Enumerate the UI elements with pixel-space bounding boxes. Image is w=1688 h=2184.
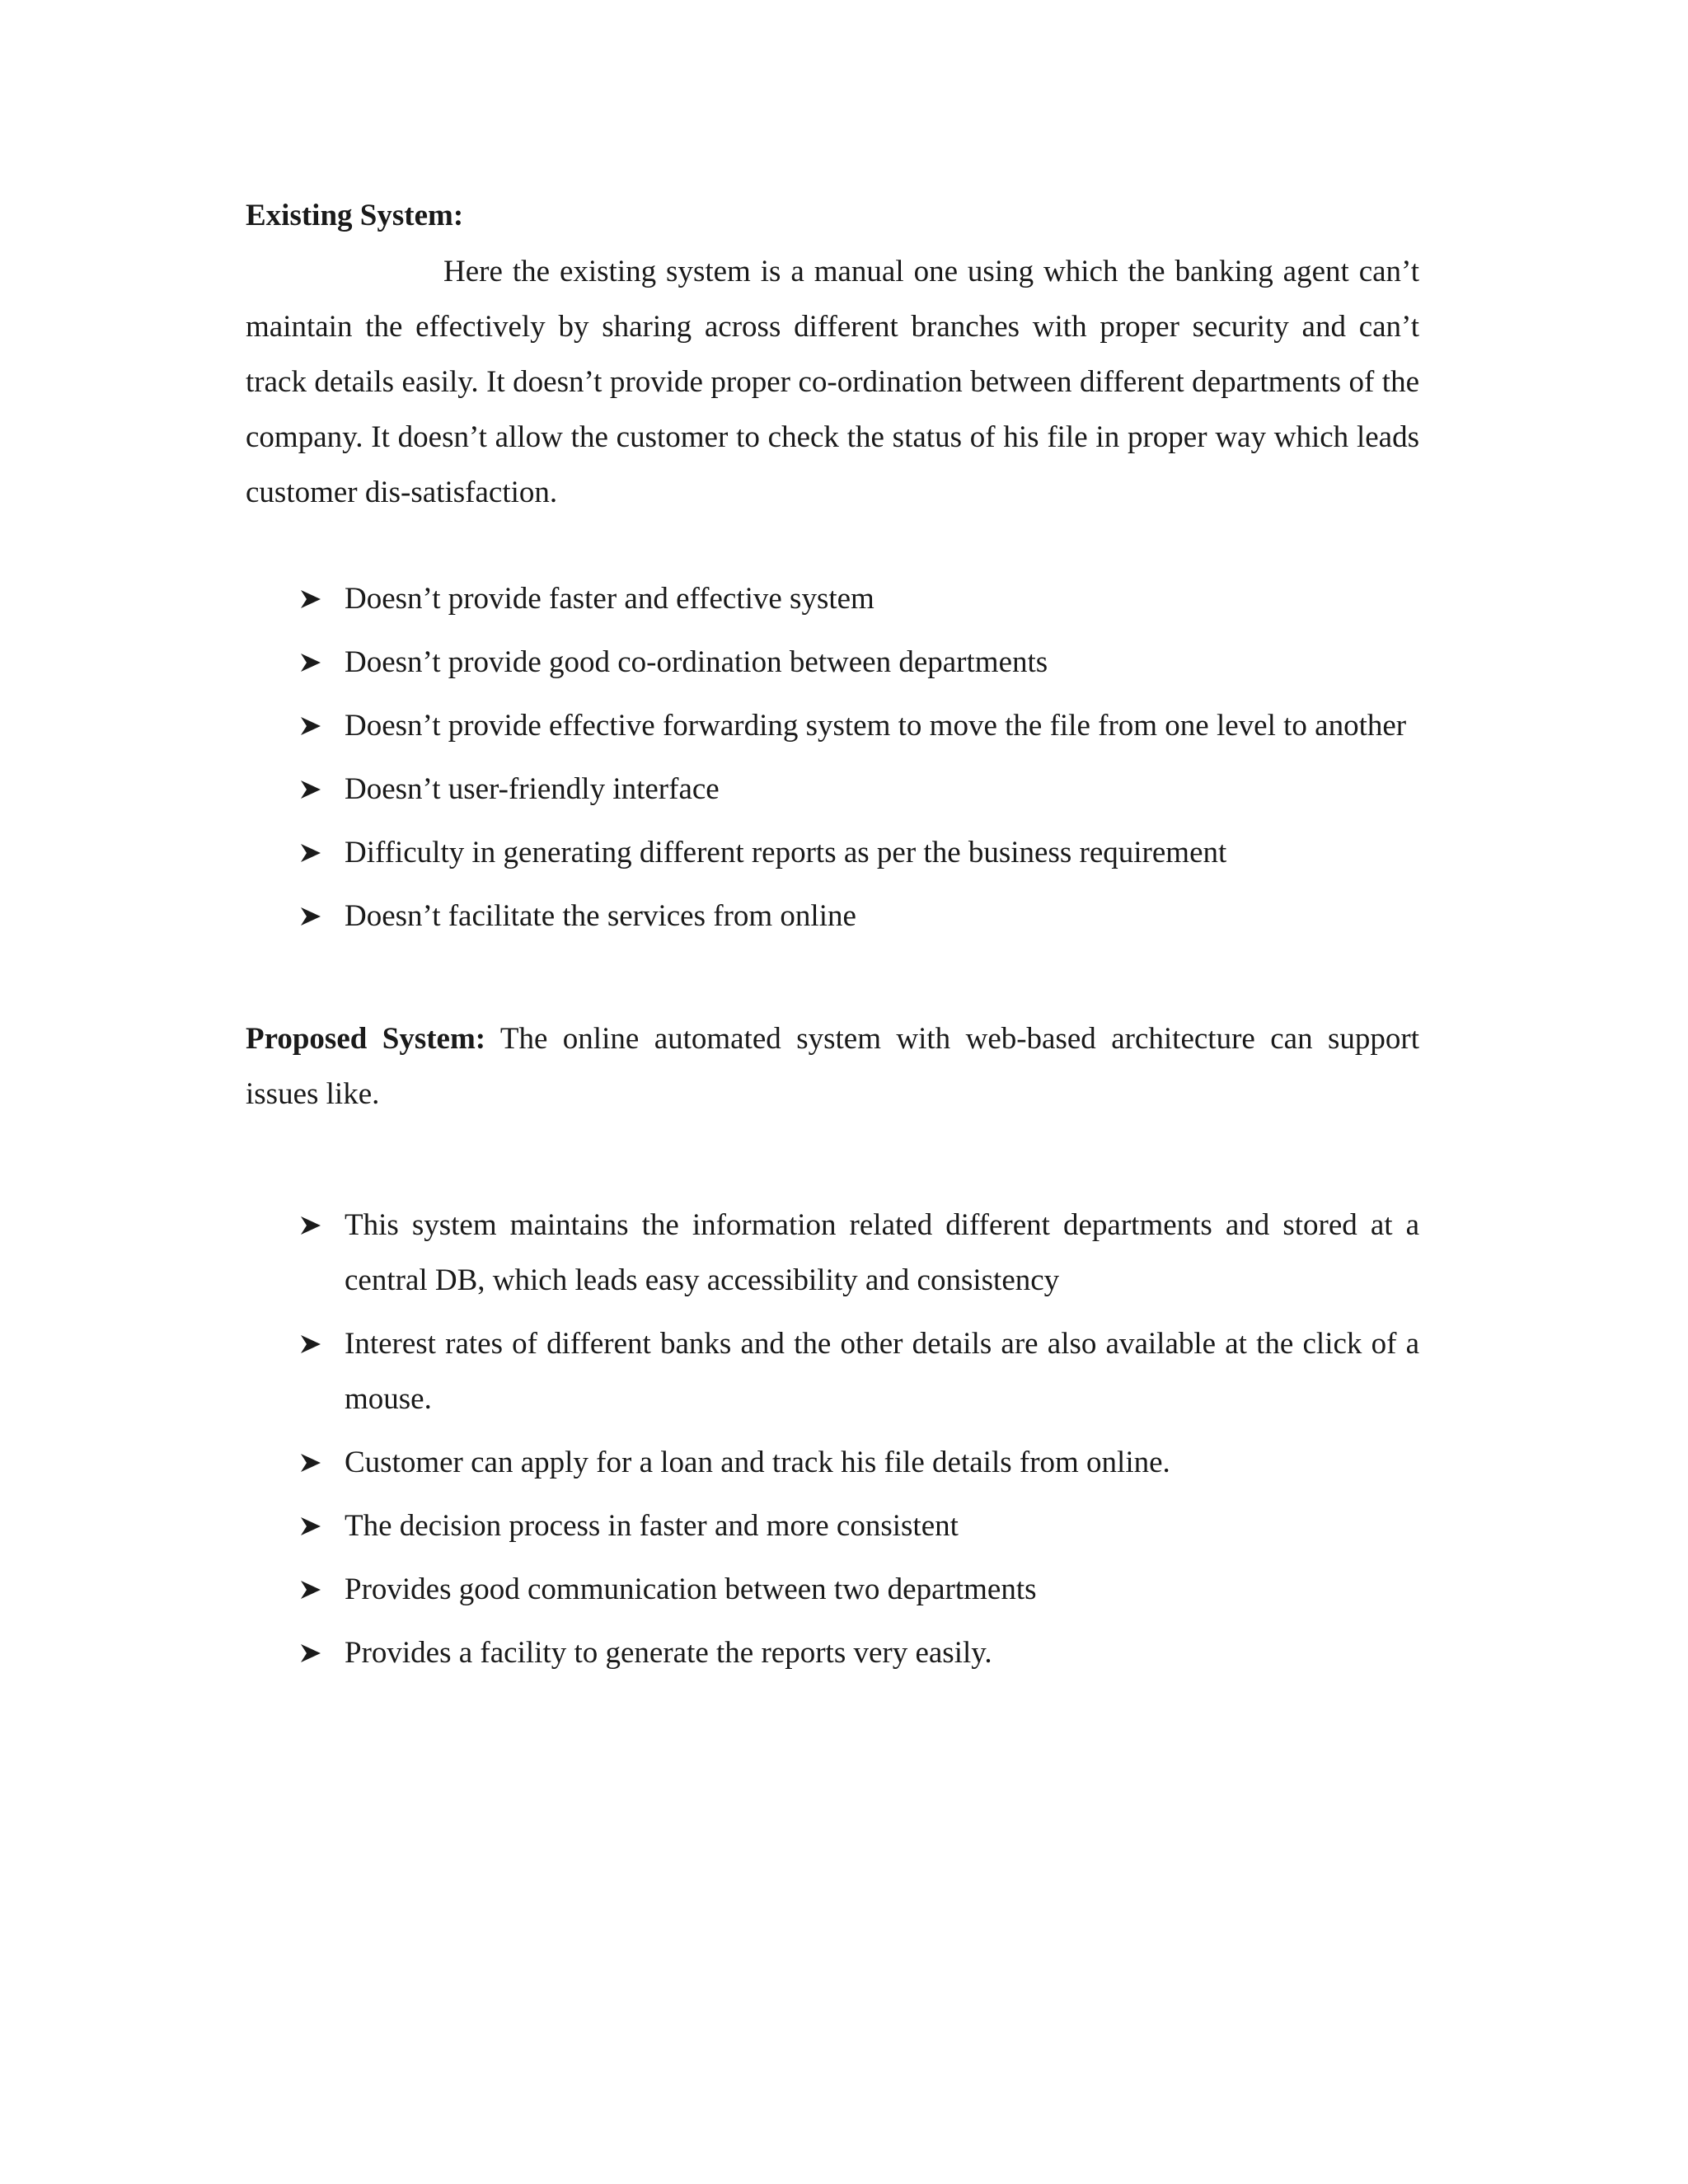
arrowhead-bullet-icon [297, 1316, 325, 1371]
list-item [246, 888, 1419, 944]
arrowhead-bullet-icon [297, 762, 325, 817]
bullet-text: Difficulty in generating different reports as per the business requirement [345, 836, 1227, 869]
list-item [246, 698, 1419, 753]
list-item [246, 1316, 1419, 1427]
arrowhead-bullet-icon [297, 825, 325, 880]
arrowhead-bullet-icon [297, 1197, 325, 1253]
arrowhead-bullet-icon [297, 888, 325, 944]
existing-system-paragraph: Here the existing system is a manual one using which the banking agent can’t maintain the effectively by sharing across different branches with proper security and can’t track details easily. It doesn’t provide proper co-ordination between different departments of the company. It doesn’t allow the customer to check the status of his file in proper way which leads customer dis-satisfaction. [246, 255, 1419, 509]
bullet-text: Doesn’t provide good co-ordination between departments [345, 645, 1048, 679]
existing-system-heading: Existing System: [246, 199, 464, 232]
bullet-text: Doesn’t user-friendly interface [345, 772, 720, 806]
bullet-text: Provides a facility to generate the reports very easily. [345, 1636, 992, 1670]
bullet-text: Doesn’t provide effective forwarding system to move the file from one level to another [345, 709, 1407, 743]
spacer [246, 520, 1419, 571]
document-body [246, 194, 1419, 1689]
proposed-system-paragraph [246, 1011, 1419, 1122]
existing-system-bullet-list [246, 571, 1419, 944]
spacer [246, 952, 1419, 1011]
arrowhead-bullet-icon [297, 571, 325, 626]
list-item [246, 1435, 1419, 1490]
proposed-system-bullet-list [246, 1197, 1419, 1680]
list-item [246, 1562, 1419, 1617]
bullet-text: Customer can apply for a loan and track his file details from online. [345, 1446, 1170, 1479]
arrowhead-bullet-icon [297, 1435, 325, 1490]
bullet-text: Interest rates of different banks and the other details are also available at the click of a mouse. [345, 1327, 1419, 1416]
arrowhead-bullet-icon [297, 1625, 325, 1680]
spacer [246, 1122, 1419, 1197]
list-item [246, 1197, 1419, 1308]
bullet-text: Provides good communication between two departments [345, 1572, 1037, 1606]
proposed-system-intro: The online automated system with web-based architecture can support issues like. [246, 1022, 1419, 1111]
list-item [246, 571, 1419, 626]
list-item [246, 825, 1419, 880]
list-item [246, 762, 1419, 817]
bullet-text: Doesn’t provide faster and effective system [345, 582, 874, 616]
bullet-text: The decision process in faster and more consistent [345, 1509, 959, 1543]
arrowhead-bullet-icon [297, 635, 325, 690]
arrowhead-bullet-icon [297, 698, 325, 753]
list-item [246, 635, 1419, 690]
arrowhead-bullet-icon [297, 1498, 325, 1554]
list-item [246, 1625, 1419, 1680]
bullet-text: Doesn’t facilitate the services from online [345, 899, 856, 933]
proposed-system-heading: Proposed System: [246, 1022, 486, 1056]
bullet-text: This system maintains the information related different departments and stored at a central DB, which leads easy accessibility and consistency [345, 1208, 1419, 1297]
arrowhead-bullet-icon [297, 1562, 325, 1617]
list-item [246, 1498, 1419, 1554]
